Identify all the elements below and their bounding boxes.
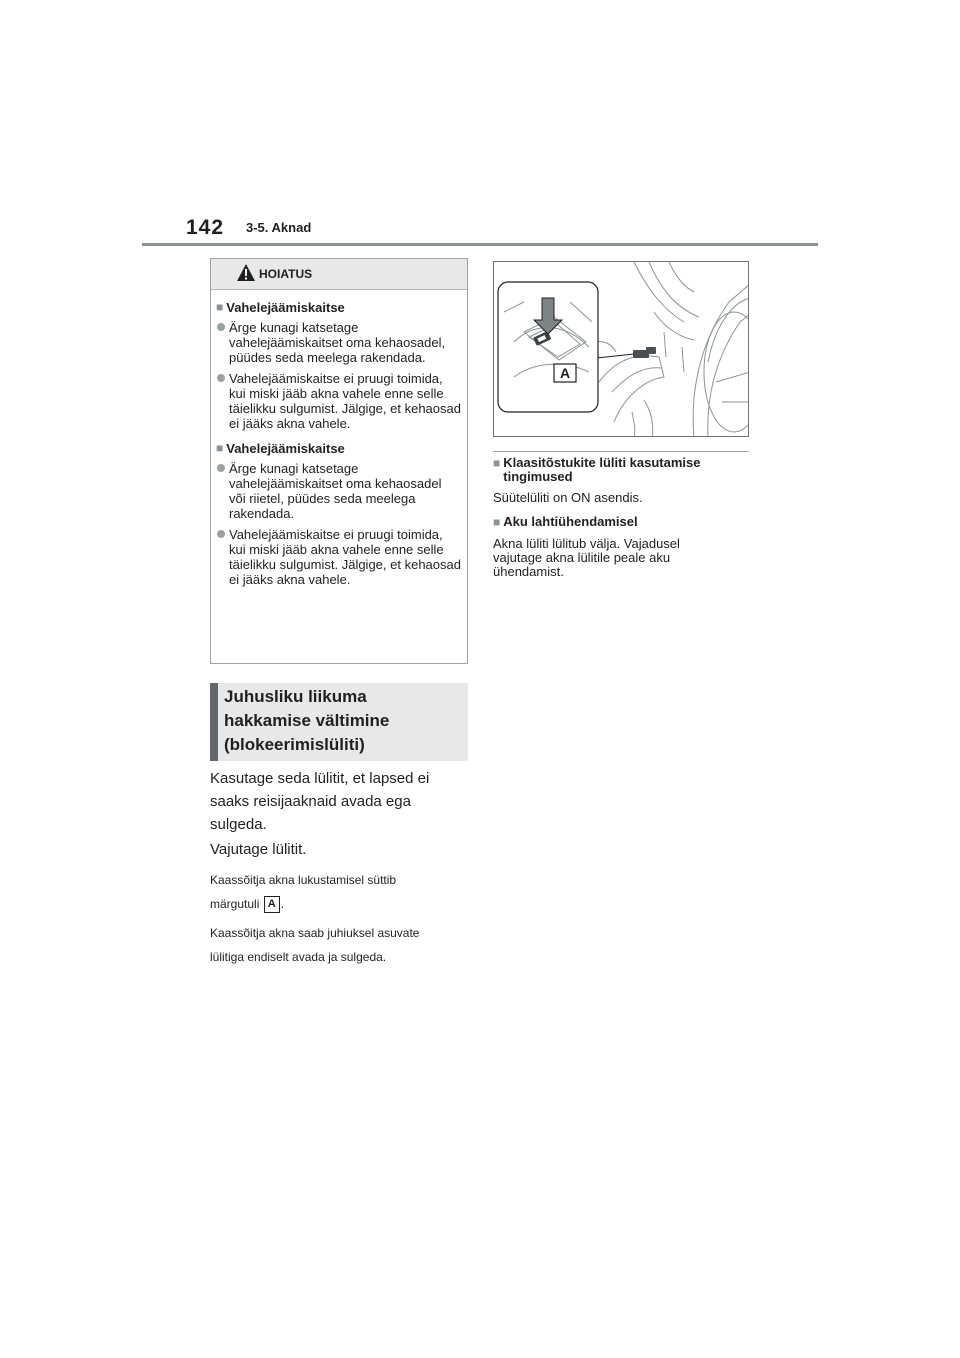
warning-heading	[216, 441, 461, 456]
section-heading	[210, 683, 468, 761]
warning-title: HOIATUS	[259, 267, 313, 281]
text-line: Kaassõitja akna saab juhiuksel asuvate	[210, 926, 420, 940]
header-rule	[142, 243, 818, 246]
battery-text	[493, 537, 680, 579]
square-bullet-icon: ■	[493, 456, 501, 470]
heading-accent-bar	[210, 683, 218, 761]
warning-header	[211, 259, 467, 290]
note-paragraph	[210, 868, 396, 916]
warning-heading	[216, 300, 461, 315]
heading-line: Juhusliku liikuma	[224, 687, 367, 706]
note-text: märgutuli	[210, 897, 260, 911]
warning-bullet	[216, 320, 461, 365]
warning-body	[211, 290, 467, 587]
bullet-dot-icon	[217, 323, 225, 331]
warning-heading-text: Vahelejäämiskaitse	[226, 441, 345, 456]
intro-paragraph	[210, 767, 429, 836]
text-line: ühendamist.	[493, 564, 564, 579]
text-line: Kasutage seda lülitit, et lapsed ei	[210, 770, 430, 787]
conditions-heading-text	[503, 456, 700, 484]
instruction-text: Vajutage lülitit.	[210, 841, 307, 858]
note-paragraph	[210, 921, 419, 969]
callout-a-badge: A	[264, 896, 280, 913]
note-text: .	[280, 897, 285, 911]
conditions-heading	[493, 456, 700, 484]
text-line: saaks reisijaaknaid avada ega	[210, 793, 411, 810]
warning-bullet-text: Ärge kunagi katsetage vahelejäämiskaitset oma kehaosadel, püüdes seda meelega rakendada.	[229, 320, 446, 365]
heading-line: hakkamise vältimine	[224, 711, 390, 730]
warning-triangle-icon	[237, 264, 255, 281]
warning-bullet	[216, 461, 461, 521]
text-line: Kaassõitja akna lukustamisel süttib	[210, 873, 397, 887]
warning-bullet-text: Vahelejäämiskaitse ei pruugi toimida, kui miski jääb akna vahele enne selle täielikku sulgumist. Jälgige, et kehaosad ei jääks akna vahele.	[229, 527, 461, 587]
conditions-text: Süütelüliti on ON asendis.	[493, 490, 643, 505]
text-line: sulgeda.	[210, 816, 267, 833]
warning-heading-text: Vahelejäämiskaitse	[226, 300, 345, 315]
warning-box	[210, 258, 468, 664]
text-line: tingimused	[503, 469, 573, 484]
text-line: Akna lüliti lülitub välja. Vajadusel	[493, 536, 680, 551]
bullet-dot-icon	[217, 374, 225, 382]
page-number: 142	[186, 216, 225, 239]
battery-heading-text: Aku lahtiühendamisel	[503, 514, 638, 529]
figure-rule	[493, 451, 749, 452]
square-bullet-icon: ■	[216, 300, 224, 314]
warning-bullet	[216, 371, 461, 431]
switch-illustration	[493, 261, 749, 437]
bullet-dot-icon	[217, 530, 225, 538]
text-line: lülitiga endiselt avada ja sulgeda.	[210, 950, 387, 964]
square-bullet-icon: ■	[216, 441, 224, 455]
heading-line: (blokeerimislüliti)	[224, 735, 365, 754]
section-title: 3-5. Aknad	[246, 220, 312, 235]
warning-bullet-text: Vahelejäämiskaitse ei pruugi toimida, kui miski jääb akna vahele enne selle täielikku sulgumist. Jälgige, et kehaosad ei jääks akna vahele.	[229, 371, 461, 431]
warning-bullet	[216, 527, 461, 587]
door-switch-drawing	[494, 262, 749, 437]
battery-heading	[493, 515, 638, 529]
text-line	[210, 892, 396, 916]
text-line: vajutage akna lülitile peale aku	[493, 550, 671, 565]
callout-a-label: A	[559, 365, 571, 381]
bullet-dot-icon	[217, 464, 225, 472]
warning-bullet-text: Ärge kunagi katsetage vahelejäämiskaitset oma kehaosadel või riietel, püüdes seda meelega rakendada.	[229, 461, 442, 521]
square-bullet-icon: ■	[493, 515, 501, 529]
section-heading-text	[224, 685, 389, 757]
text-line: Klaasitõstukite lüliti kasutamise	[503, 455, 701, 470]
